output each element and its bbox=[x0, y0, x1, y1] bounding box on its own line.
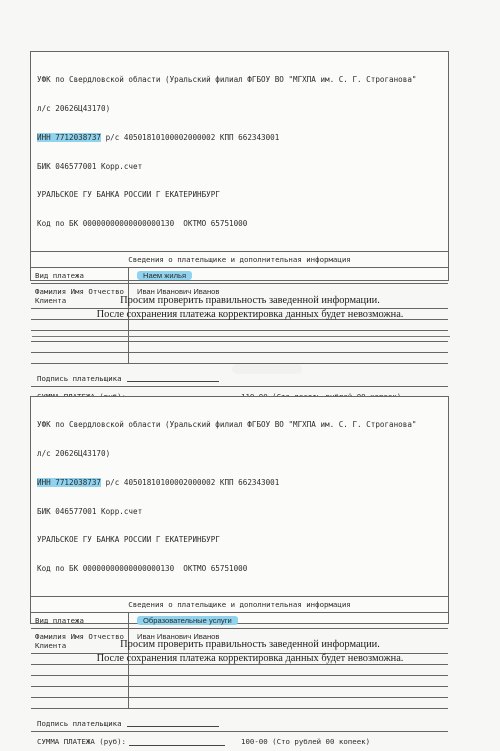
header-line: ИНН 7712038737 р/с 40501810100002000002 КПП 662343001 bbox=[37, 132, 280, 142]
inn-highlight: ИНН 7712038737 bbox=[37, 477, 102, 487]
payment-type-value[interactable]: Наем жилья bbox=[137, 271, 192, 280]
notice-line-2: После сохранения платежа корректировка данных будет невозможна. bbox=[96, 309, 404, 320]
header-line: УРАЛЬСКОЕ ГУ БАНКА РОССИИ Г ЕКАТЕРИНБУРГ bbox=[37, 190, 220, 200]
cut-line bbox=[32, 336, 450, 337]
header-line: л/с 20626Ц43170) bbox=[37, 448, 111, 458]
header-line: БИК 046577001 Корр.счет bbox=[37, 506, 143, 516]
signature-line[interactable] bbox=[127, 726, 219, 727]
payment-type-label: Вид платежа bbox=[31, 268, 129, 283]
payment-type-value[interactable]: Образовательные услуги bbox=[137, 616, 238, 625]
notice-line-1: Просим проверить правильность заведенной информации. bbox=[120, 295, 380, 306]
notice-line-1: Просим проверить правильность заведенной информации. bbox=[120, 639, 380, 650]
sum-label: СУММА ПЛАТЕЖА (руб): bbox=[37, 736, 126, 746]
header-line: Код по БК 00000000000000000130 ОКТМО 65751000 bbox=[37, 564, 248, 574]
notice-line-2: После сохранения платежа корректировка данных будет невозможна. bbox=[96, 653, 404, 664]
sum-line bbox=[129, 745, 225, 746]
header-line: УФК по Свердловской области (Уральский филиал ФГБОУ ВО "МГХПА им. С. Г. Строганова" bbox=[37, 75, 417, 85]
client-value[interactable]: Иван Иванович Иванов bbox=[137, 631, 220, 641]
blank-row[interactable] bbox=[31, 341, 448, 352]
signature-line[interactable] bbox=[127, 381, 219, 382]
signature-row bbox=[31, 708, 448, 731]
sum-value: 100-00 (Сто рублей 00 копеек) bbox=[241, 736, 371, 746]
receipt-header bbox=[31, 52, 448, 251]
sum-row bbox=[31, 731, 448, 751]
signature-label: Подпись плательщика bbox=[37, 718, 122, 728]
blank-row[interactable] bbox=[31, 697, 448, 708]
payment-type-label: Вид платежа bbox=[31, 613, 129, 628]
notice-1 bbox=[0, 294, 500, 322]
paper-smudge bbox=[232, 364, 302, 374]
signature-label: Подпись плательщика bbox=[37, 373, 122, 383]
header-line: УРАЛЬСКОЕ ГУ БАНКА РОССИИ Г ЕКАТЕРИНБУРГ bbox=[37, 535, 220, 545]
header-line: л/с 20626Ц43170) bbox=[37, 103, 111, 113]
header-line: УФК по Свердловской области (Уральский филиал ФГБОУ ВО "МГХПА им. С. Г. Строганова" bbox=[37, 420, 417, 430]
header-line: ИНН 7712038737 р/с 40501810100002000002 КПП 662343001 bbox=[37, 477, 280, 487]
blank-row[interactable] bbox=[31, 352, 448, 363]
header-line: БИК 046577001 Корр.счет bbox=[37, 161, 143, 171]
payment-type-row bbox=[31, 267, 448, 283]
receipt-header bbox=[31, 397, 448, 596]
client-label: Фамилия Имя Отчество Клиента bbox=[31, 284, 129, 308]
blank-row[interactable] bbox=[31, 675, 448, 686]
client-label: Фамилия Имя Отчество Клиента bbox=[31, 629, 129, 653]
client-value[interactable]: Иван Иванович Иванов bbox=[137, 286, 220, 296]
header-line: Код по БК 00000000000000000130 ОКТМО 65751000 bbox=[37, 219, 248, 229]
section-title: Сведения о плательщике и дополнительная информация bbox=[31, 596, 448, 612]
inn-highlight: ИНН 7712038737 bbox=[37, 132, 102, 142]
payment-type-row bbox=[31, 612, 448, 628]
section-title: Сведения о плательщике и дополнительная информация bbox=[31, 251, 448, 267]
notice-2 bbox=[0, 638, 500, 666]
